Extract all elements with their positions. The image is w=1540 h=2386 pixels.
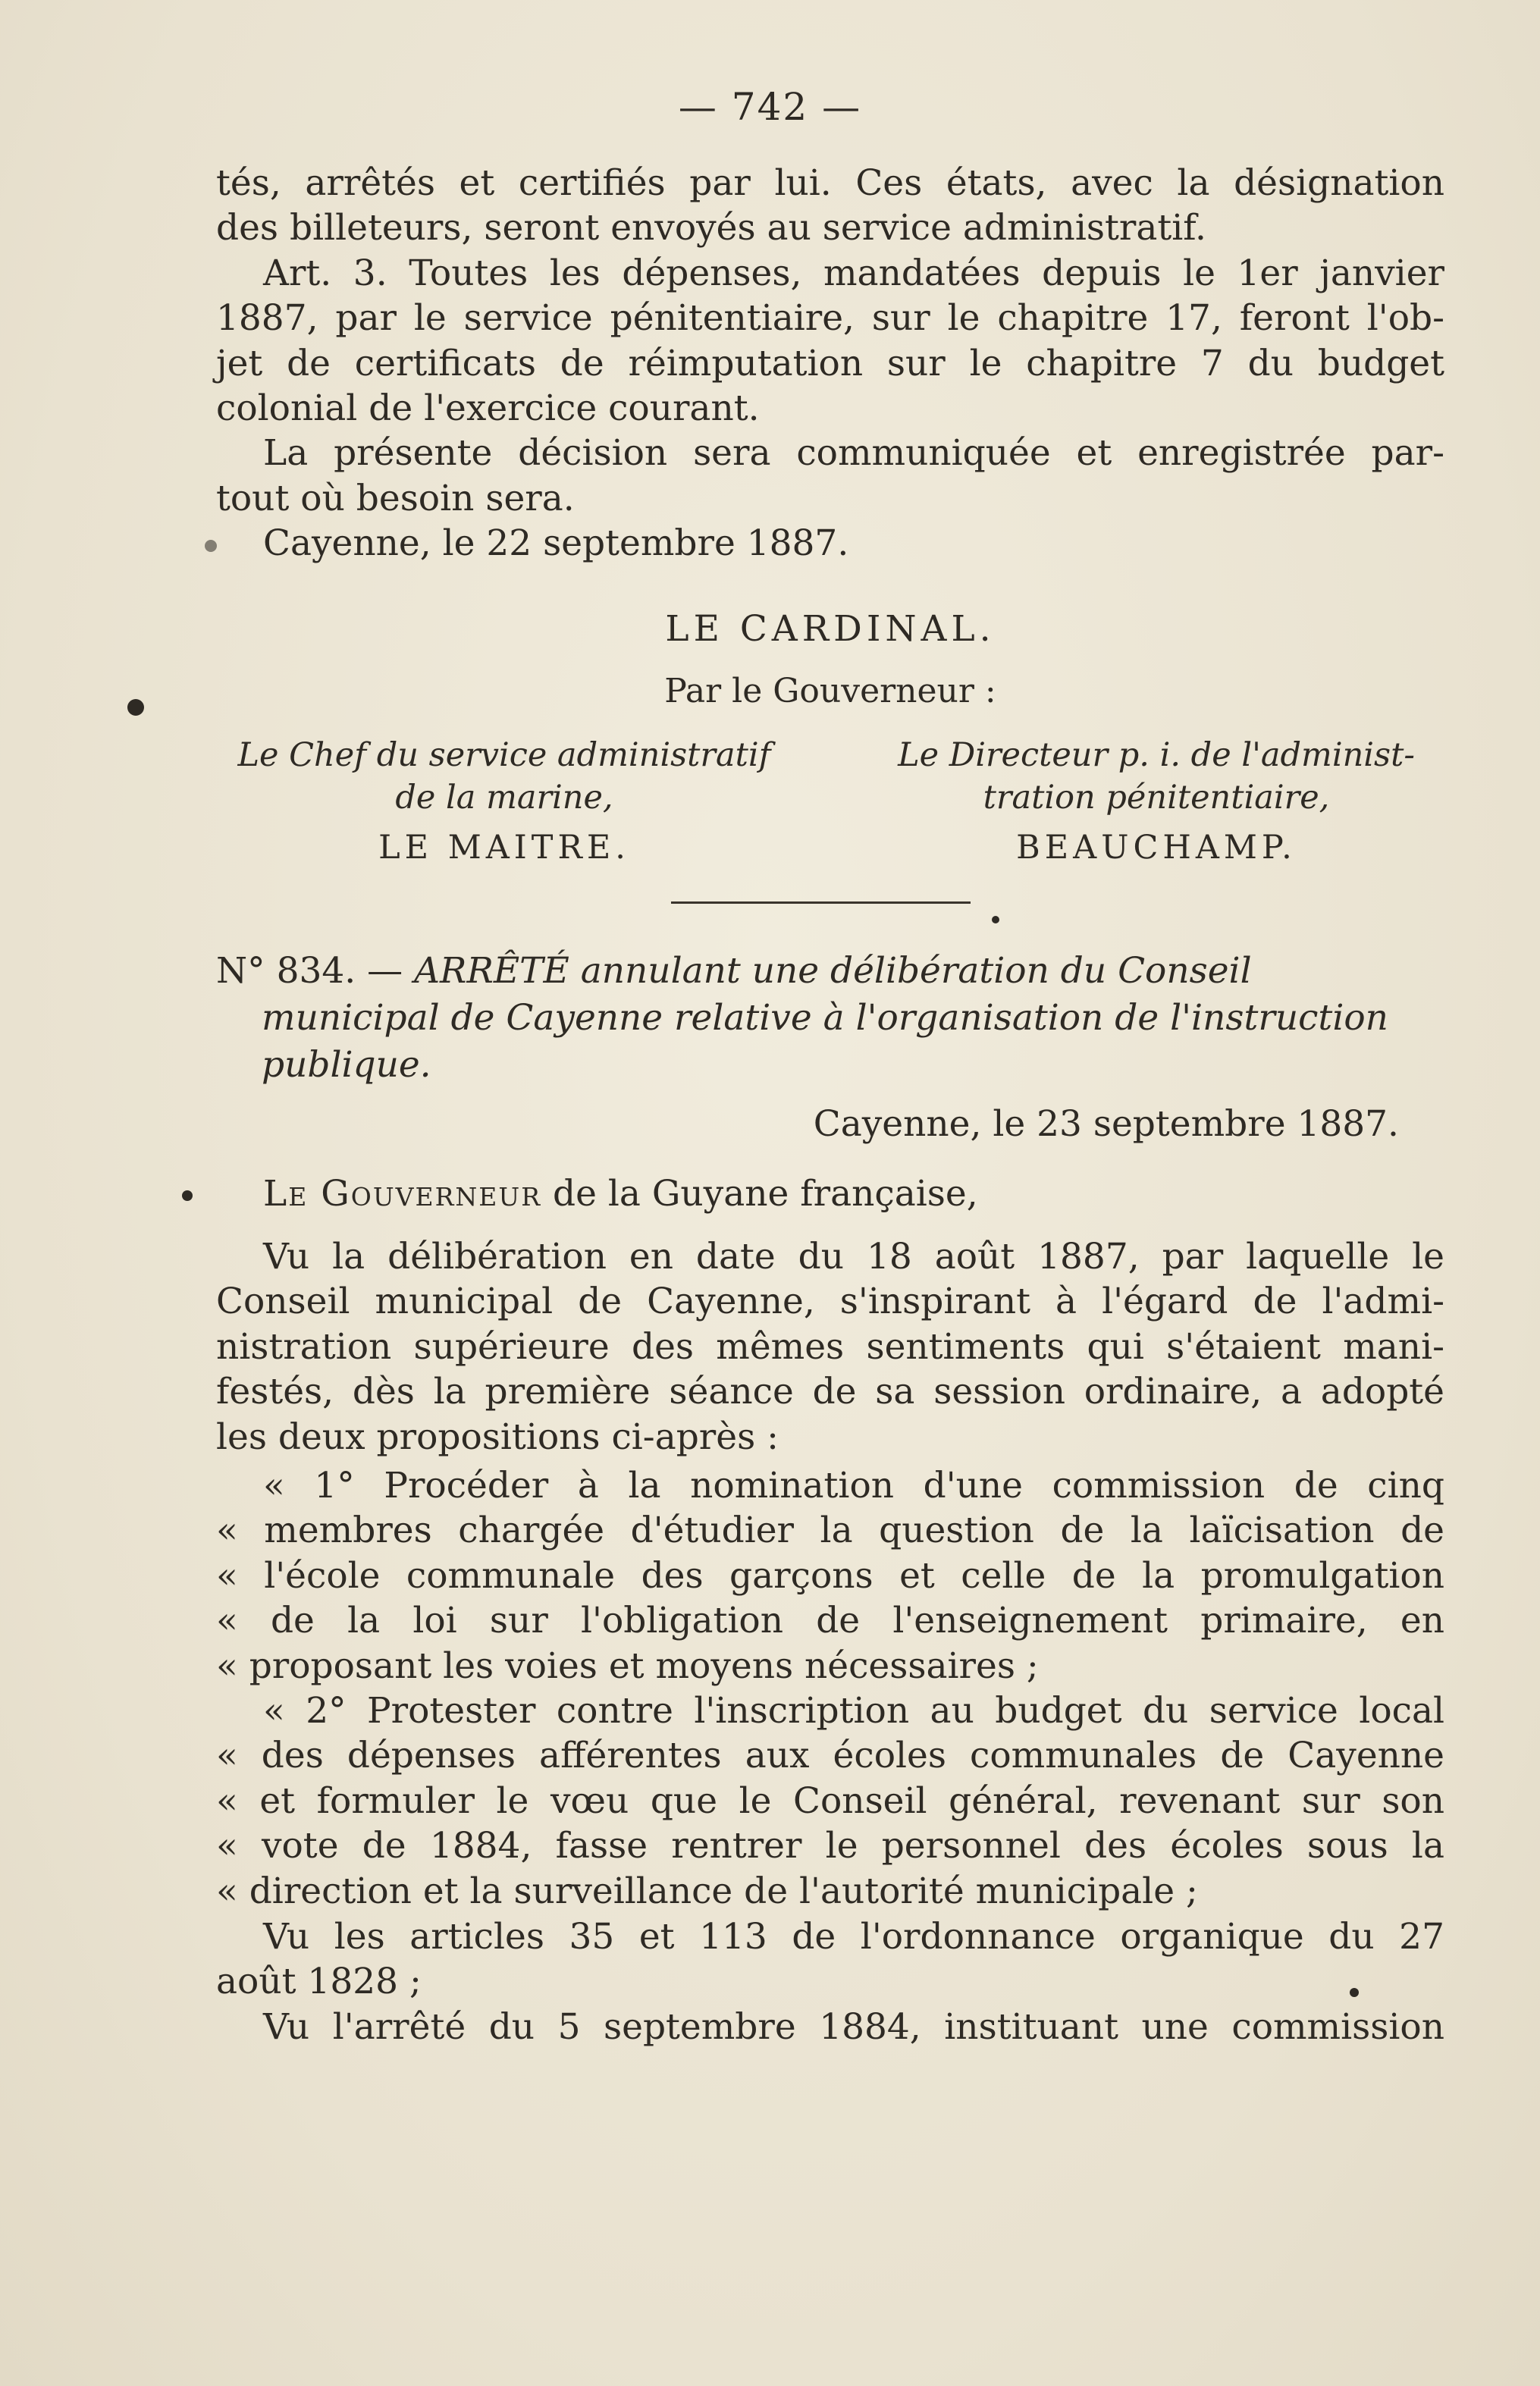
arrete-title: ARRÊTÉ annulant une délibération du Conseil — [414, 950, 1252, 992]
quote-line: « des dépenses afférentes aux écoles communales de Cayenne — [216, 1735, 1444, 1777]
ink-spot — [992, 916, 999, 923]
countersigner-name: LE MAITRE. — [378, 829, 630, 867]
signatory-name: LE CARDINAL. — [665, 608, 996, 650]
article-3-line: Art. 3. Toutes les dépenses, mandatées depuis le 1er janvier — [263, 252, 1444, 294]
quoted-propositions — [216, 1463, 1444, 1914]
text-line: jet de certificats de réimputation sur le chapitre 7 du budget — [216, 342, 1444, 384]
text-line: festés, dès la première séance de sa session ordinaire, a adopté — [216, 1371, 1444, 1413]
decision-text — [216, 161, 1444, 566]
text-line: La présente décision sera communiquée et enregistrée par- — [263, 432, 1444, 475]
countersignature-left — [216, 734, 792, 869]
whereas-paragraph — [216, 1234, 1444, 1460]
arrete-number: N° 834. — — [216, 950, 403, 992]
page-number: — 742 — — [678, 85, 862, 129]
text-line: Vu les articles 35 et 113 de l'ordonnance organique du 27 — [263, 1916, 1444, 1958]
quote-line: « proposant les voies et moyens nécessaires ; — [216, 1644, 1039, 1687]
ink-spot — [182, 1190, 193, 1201]
quote-line: « 1° Procéder à la nomination d'une commission de cinq — [263, 1465, 1444, 1507]
quote-line: « l'école communale des garçons et celle de la promulgation — [216, 1554, 1444, 1597]
text-line: colonial de l'exercice courant. — [216, 387, 760, 430]
countersigner-name: BEAUCHAMP. — [1016, 829, 1297, 867]
signatory-by: Par le Gouverneur : — [664, 672, 996, 710]
quote-line: « vote de 1884, fasse rentrer le personnel des écoles sous la — [216, 1825, 1444, 1867]
title-line: tration pénitentiaire, — [983, 779, 1330, 817]
text-line: tés, arrêtés et certifiés par lui. Ces états, avec la désignation — [216, 162, 1444, 204]
title-line: Le Directeur p. i. de l'administ- — [898, 736, 1415, 774]
ink-spot — [205, 540, 217, 552]
quote-line: « et formuler le vœu que le Conseil général, revenant sur son — [216, 1779, 1444, 1822]
vu-clauses — [216, 1914, 1444, 2049]
place-date: Cayenne, le 22 septembre 1887. — [263, 522, 849, 565]
section-divider — [671, 901, 971, 904]
text-line: tout où besoin sera. — [216, 477, 575, 519]
arrete-title: municipal de Cayenne relative à l'organisation de l'instruction — [262, 997, 1388, 1039]
arrete-place-date: Cayenne, le 23 septembre 1887. — [813, 1103, 1399, 1145]
arrete-title: publique. — [262, 1044, 431, 1086]
governor-title: Le Gouverneur — [263, 1173, 542, 1215]
ink-spot — [1350, 1988, 1359, 1997]
quote-line: « membres chargée d'étudier la question de la laïcisation de — [216, 1510, 1444, 1552]
text-line: Vu la délibération en date du 18 août 1887, par laquelle le — [263, 1236, 1444, 1278]
title-line: de la marine, — [395, 779, 613, 817]
quote-line: « direction et la surveillance de l'autorité municipale ; — [216, 1870, 1198, 1912]
text-line: des billeteurs, seront envoyés au service administratif. — [216, 207, 1206, 249]
text-line: nistration supérieure des mêmes sentiments qui s'étaient mani- — [216, 1325, 1444, 1368]
arrete-heading — [216, 948, 1444, 1089]
governor-territory: de la Guyane française, — [553, 1173, 978, 1215]
quote-line: « 2° Protester contre l'inscription au budget du service local — [263, 1690, 1444, 1732]
quote-line: « de la loi sur l'obligation de l'enseignement primaire, en — [216, 1600, 1444, 1642]
countersignature-right — [868, 734, 1444, 869]
text-line: les deux propositions ci-après : — [216, 1416, 779, 1458]
text-line: août 1828 ; — [216, 1961, 422, 2003]
governor-line — [216, 1171, 1444, 1216]
ink-spot — [127, 699, 144, 716]
title-line: Le Chef du service administratif — [237, 736, 771, 774]
text-line: Conseil municipal de Cayenne, s'inspirant à l'égard de l'admi- — [216, 1281, 1444, 1323]
text-line: 1887, par le service pénitentiaire, sur le chapitre 17, feront l'ob- — [216, 297, 1444, 340]
text-line: Vu l'arrêté du 5 septembre 1884, instituant une commission — [263, 2005, 1444, 2048]
